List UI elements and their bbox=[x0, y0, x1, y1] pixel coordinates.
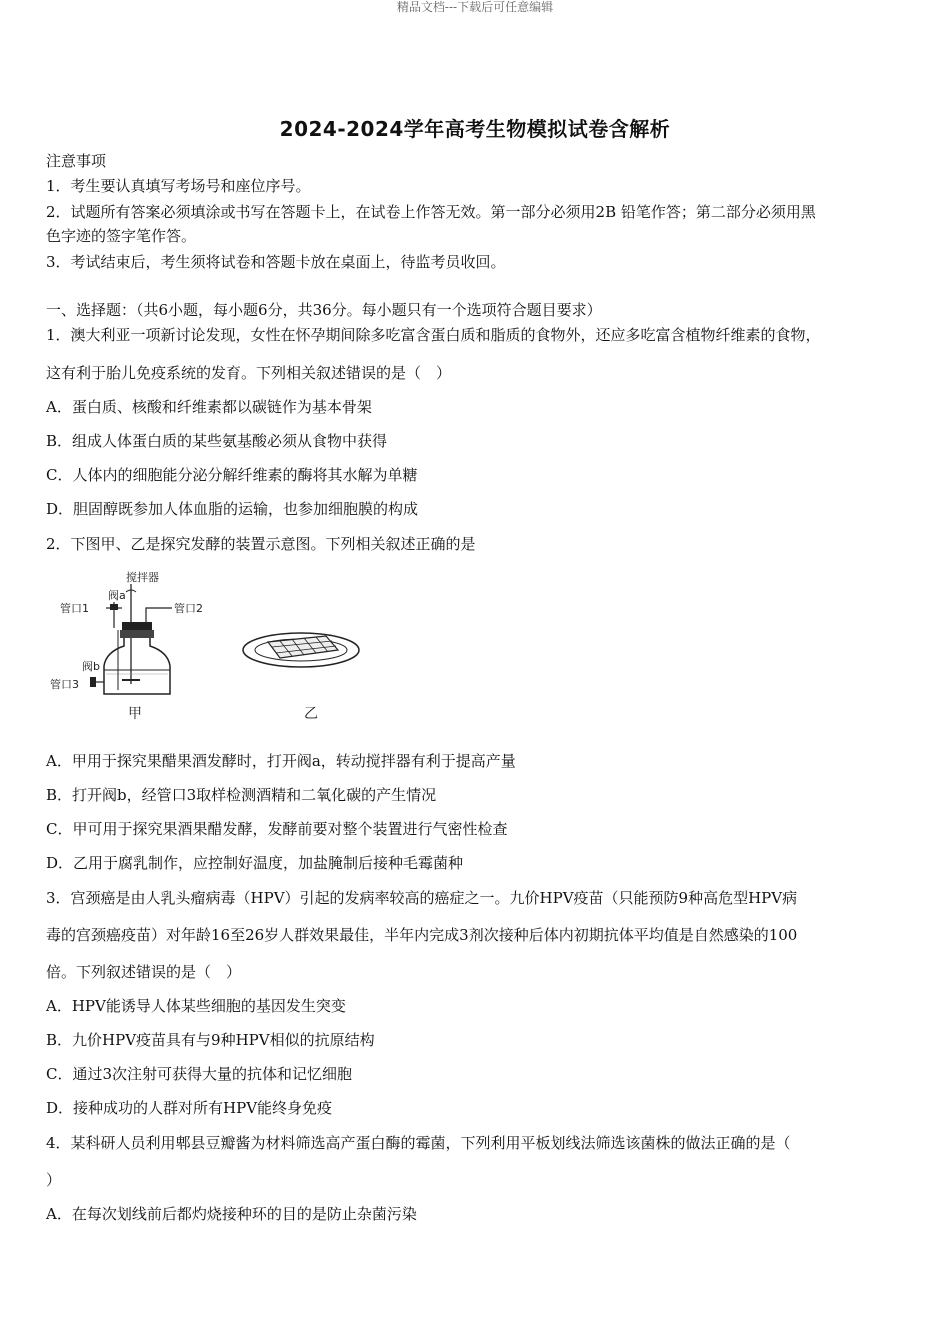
question-1-stem: 1．澳大利亚一项新讨论发现，女性在怀孕期间除多吃富含蛋白质和脂质的食物外，还应多吃富含植物纤维素的食物， bbox=[46, 326, 821, 344]
label-stirrer: 搅拌器 bbox=[126, 571, 159, 584]
fermentation-apparatus-figure bbox=[46, 566, 386, 726]
question-2-option-a: A．甲用于探究果醋果酒发酵时，打开阀a，转动搅拌器有利于提高产量 bbox=[46, 752, 516, 770]
question-3-stem: 3．宫颈癌是由人乳头瘤病毒（HPV）引起的发病率较高的癌症之一。九价HPV疫苗（只能预防9种高危型HPV病 bbox=[46, 889, 798, 907]
tofu-grid-block bbox=[268, 636, 338, 658]
notice-item: 色字迹的签字笔作答。 bbox=[46, 227, 197, 245]
stopper-band bbox=[120, 630, 154, 638]
label-pipe-1: 管口1 bbox=[60, 602, 89, 615]
question-1-option-b: B．组成人体蛋白质的某些氨基酸必须从食物中获得 bbox=[46, 432, 388, 450]
question-2-stem: 2．下图甲、乙是探究发酵的装置示意图。下列相关叙述正确的是 bbox=[46, 535, 476, 553]
notice-item: 2．试题所有答案必须填涂或书写在答题卡上，在试卷上作答无效。第一部分必须用2B 铅笔作答；第二部分必须用黑 bbox=[46, 203, 816, 221]
label-valve-b: 阀b bbox=[82, 660, 100, 673]
question-1-option-d: D．胆固醇既参加人体血脂的运输，也参加细胞膜的构成 bbox=[46, 500, 419, 518]
question-2-option-c: C．甲可用于探究果酒果醋发酵，发酵前要对整个装置进行气密性检查 bbox=[46, 820, 508, 838]
question-3-stem: 倍。下列叙述错误的是（ ） bbox=[46, 963, 242, 981]
bottle bbox=[104, 638, 170, 694]
question-3-stem: 毒的宫颈癌疫苗）对年龄16至26岁人群效果最佳，半年内完成3剂次接种后体内初期抗体平均值是自然感染的100 bbox=[46, 926, 798, 944]
label-pipe-2: 管口2 bbox=[174, 602, 203, 615]
question-3-option-c: C．通过3次注射可获得大量的抗体和记忆细胞 bbox=[46, 1065, 353, 1083]
notice-item: 3．考试结束后，考生须将试卷和答题卡放在桌面上，待监考员收回。 bbox=[46, 253, 506, 271]
question-3-option-a: A．HPV能诱导人体某些细胞的基因发生突变 bbox=[46, 997, 346, 1015]
question-1-option-c: C．人体内的细胞能分泌分解纤维素的酶将其水解为单糖 bbox=[46, 466, 418, 484]
question-3-option-b: B．九价HPV疫苗具有与9种HPV相似的抗原结构 bbox=[46, 1031, 375, 1049]
question-1-option-a: A．蛋白质、核酸和纤维素都以碳链作为基本骨架 bbox=[46, 398, 372, 416]
notice-item: 1．考生要认真填写考场号和座位序号。 bbox=[46, 177, 311, 195]
valve-b bbox=[90, 677, 96, 687]
question-4-stem: ） bbox=[46, 1171, 62, 1189]
valve-a bbox=[110, 604, 118, 610]
section-heading: 一、选择题：（共6小题，每小题6分，共36分。每小题只有一个选项符合题目要求） bbox=[46, 301, 602, 319]
stopper-top bbox=[122, 622, 152, 630]
header-note: 精品文档---下载后可任意编辑 bbox=[396, 0, 554, 14]
label-pipe-3: 管口3 bbox=[50, 678, 79, 691]
page-title: 2024-2024学年高考生物模拟试卷含解析 bbox=[279, 117, 671, 141]
question-4-option-a: A．在每次划线前后都灼烧接种环的目的是防止杂菌污染 bbox=[46, 1205, 417, 1223]
notice-heading: 注意事项 bbox=[46, 152, 107, 170]
caption-yi: 乙 bbox=[304, 706, 318, 722]
question-2-option-b: B．打开阀b，经管口3取样检测酒精和二氧化碳的产生情况 bbox=[46, 786, 437, 804]
question-1-stem: 这有利于胎儿免疫系统的发育。下列相关叙述错误的是（ ） bbox=[46, 364, 452, 382]
question-2-option-d: D．乙用于腐乳制作，应控制好温度，加盐腌制后接种毛霉菌种 bbox=[46, 854, 464, 872]
question-4-stem: 4．某科研人员利用郫县豆瓣酱为材料筛选高产蛋白酶的霉菌，下列利用平板划线法筛选该菌株的做法正确的是（ bbox=[46, 1134, 791, 1152]
label-valve-a: 阀a bbox=[108, 589, 126, 602]
caption-jia: 甲 bbox=[128, 706, 142, 722]
question-3-option-d: D．接种成功的人群对所有HPV能终身免疫 bbox=[46, 1099, 333, 1117]
